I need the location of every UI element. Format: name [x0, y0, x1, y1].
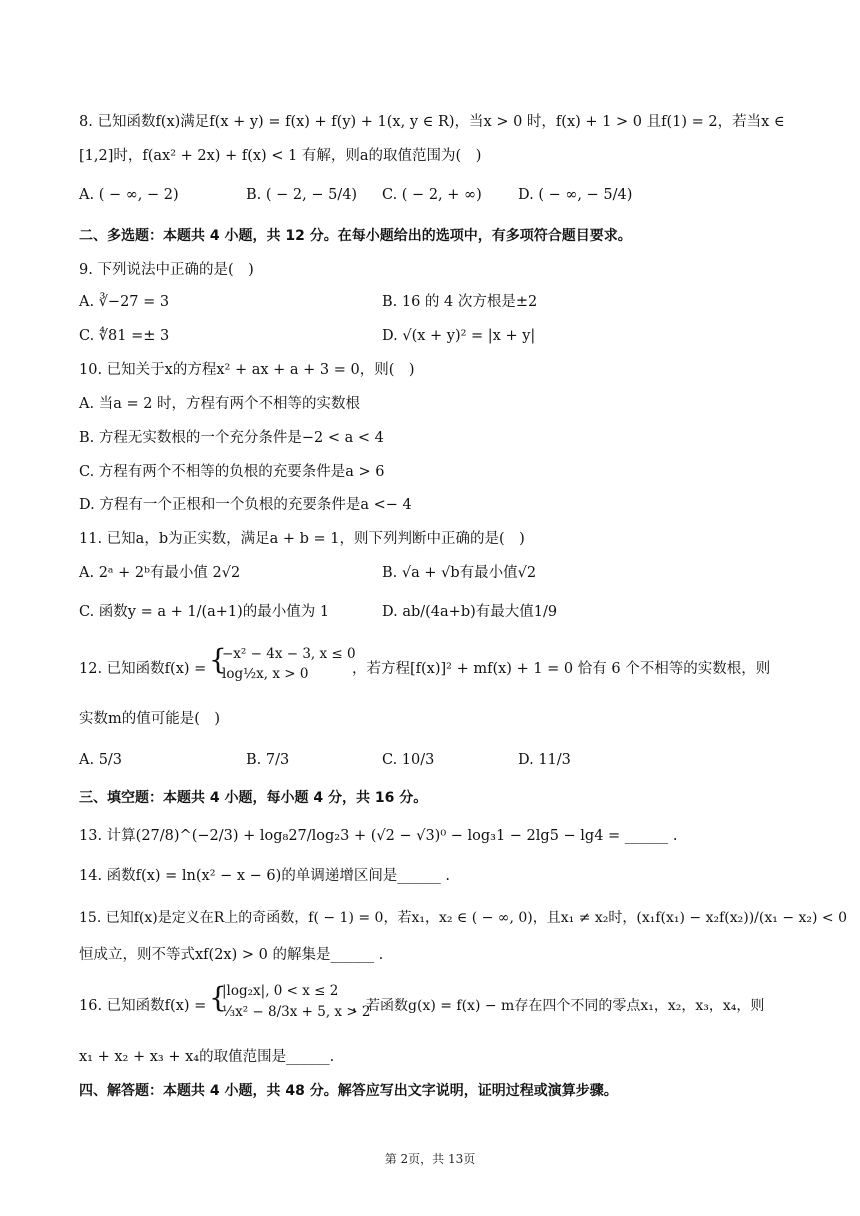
question-9-option-b: B. 16 的 4 次方根是±2: [382, 294, 538, 310]
piecewise-brace: {: [209, 643, 227, 676]
question-12-prefix: 12. 已知函数f(x) =: [79, 661, 207, 677]
question-8-option-c: C. ( − 2, + ∞): [382, 187, 482, 203]
question-13: 13. 计算(27/8)^(−2/3) + log₈27/log₂3 + (√2 − √3)⁰ − log₃1 − 2lg5 − lg4 = ______ .: [79, 828, 678, 844]
section-4-heading: 四、解答题：本题共 4 小题，共 48 分。解答应写出文字说明，证明过程或演算步骤。: [79, 1083, 618, 1099]
question-8-line-2: [1,2]时，f(ax² + 2x) + f(x) < 1 有解，则a的取值范围为( ): [79, 148, 482, 164]
page-footer: 第 2页，共 13页: [384, 1152, 476, 1166]
question-11-option-a: A. 2ᵃ + 2ᵇ有最小值 2√2: [79, 565, 241, 581]
question-16-prefix: 16. 已知函数f(x) =: [79, 998, 207, 1014]
question-8-line-1: 8. 已知函数f(x)满足f(x + y) = f(x) + f(y) + 1(x, y ∈ R)，当x > 0 时，f(x) + 1 > 0 且f(1) = 2，若当x ∈: [79, 114, 785, 130]
section-3-heading: 三、填空题：本题共 4 小题，每小题 4 分，共 16 分。: [79, 790, 428, 806]
question-10-option-b: B. 方程无实数根的一个充分条件是−2 < a < 4: [79, 430, 384, 446]
question-12-case-2: log½x, x > 0: [222, 666, 309, 682]
question-12-option-a: A. 5/3: [79, 752, 123, 768]
question-16-line-2: x₁ + x₂ + x₃ + x₄的取值范围是______.: [79, 1049, 335, 1065]
question-10-option-c: C. 方程有两个不相等的负根的充要条件是a > 6: [79, 464, 385, 480]
question-15-line-1: 15. 已知f(x)是定义在R上的奇函数，f( − 1) = 0，若x₁，x₂ ∈ ( − ∞, 0)，且x₁ ≠ x₂时，(x₁f(x₁) − x₂f(x₂))/(x₁ − x₂) < 0: [79, 910, 848, 926]
question-12-option-d: D. 11/3: [518, 752, 571, 768]
question-11-option-c: C. 函数y = a + 1/(a+1)的最小值为 1: [79, 604, 330, 620]
question-14: 14. 函数f(x) = ln(x² − x − 6)的单调递增区间是______ .: [79, 868, 451, 884]
question-12-line-2: 实数m的值可能是( ): [79, 711, 221, 727]
question-9-option-d: D. √(x + y)² = |x + y|: [382, 328, 536, 344]
section-2-heading: 二、多选题：本题共 4 小题，共 12 分。在每小题给出的选项中，有多项符合题目要求。: [79, 228, 632, 244]
question-11-stem: 11. 已知a，b为正实数，满足a + b = 1，则下列判断中正确的是( ): [79, 531, 525, 547]
question-10-option-a: A. 当a = 2 时，方程有两个不相等的实数根: [79, 396, 361, 412]
question-11-option-b: B. √a + √b有最小值√2: [382, 565, 537, 581]
question-11-option-d: D. ab/(4a+b)有最大值1/9: [382, 604, 558, 620]
question-8-option-d: D. ( − ∞, − 5/4): [518, 187, 633, 203]
piecewise-brace: {: [209, 981, 227, 1014]
question-9-option-c: C. ∜81 =± 3: [79, 328, 170, 344]
question-8-option-b: B. ( − 2, − 5/4): [246, 187, 358, 203]
question-16-case-2: ⅓x² − 8/3x + 5, x > 2: [222, 1004, 371, 1020]
question-9-stem: 9. 下列说法中正确的是( ): [79, 262, 254, 278]
question-16-suffix: ，若函数g(x) = f(x) − m存在四个不同的零点x₁，x₂，x₃，x₄，则: [352, 998, 765, 1014]
question-16-case-1: |log₂x|, 0 < x ≤ 2: [222, 983, 339, 999]
question-10-option-d: D. 方程有一个正根和一个负根的充要条件是a <− 4: [79, 497, 412, 513]
question-12-suffix: ，若方程[f(x)]² + mf(x) + 1 = 0 恰有 6 个不相等的实数根，则: [352, 661, 771, 677]
question-10-stem: 10. 已知关于x的方程x² + ax + a + 3 = 0，则( ): [79, 362, 415, 378]
question-12-case-1: −x² − 4x − 3, x ≤ 0: [222, 646, 356, 662]
question-8-option-a: A. ( − ∞, − 2): [79, 187, 179, 203]
question-12-option-b: B. 7/3: [246, 752, 290, 768]
question-9-option-a: A. ∛−27 = 3: [79, 294, 170, 310]
question-15-line-2: 恒成立，则不等式xf(2x) > 0 的解集是______ .: [79, 947, 384, 963]
question-12-option-c: C. 10/3: [382, 752, 435, 768]
